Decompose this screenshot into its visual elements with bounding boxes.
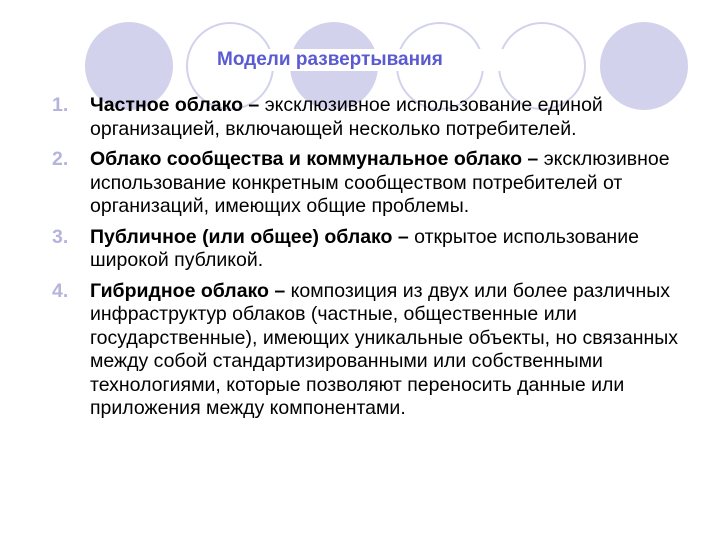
list-item [52,280,692,421]
item-term: Публичное (или общее) облако – [90,225,415,248]
item-description: композиция из двух или более различных инфраструктур облаков (частные, общественные или государственные), имеющих уникальные объекты, но связанных между собой стандартизированными или собственными технологиями, которые позволяют переносить данные или приложения между компонентами. [90,279,679,419]
item-term: Гибридное облако – [90,279,291,302]
item-term: Облако сообщества и коммунальное облако – [90,148,544,170]
item-number: 3. [52,225,69,248]
item-description: открытое использование широкой публикой. [90,225,639,271]
item-number: 1. [52,94,69,116]
list-item [52,94,692,141]
list-item [52,148,692,219]
item-number: 4. [52,279,69,302]
deployment-models-list [52,94,692,428]
item-term: Частное облако – [90,94,265,116]
item-description: эксклюзивное использование конкретным сообществом потребителей от организаций, имеющих общие проблемы. [90,148,670,217]
item-number: 2. [52,148,69,170]
item-description: эксклюзивное использование единой организацией, включающей несколько потребителей. [90,94,603,140]
slide-title: Модели развертывания [215,49,519,71]
list-item [52,226,692,273]
